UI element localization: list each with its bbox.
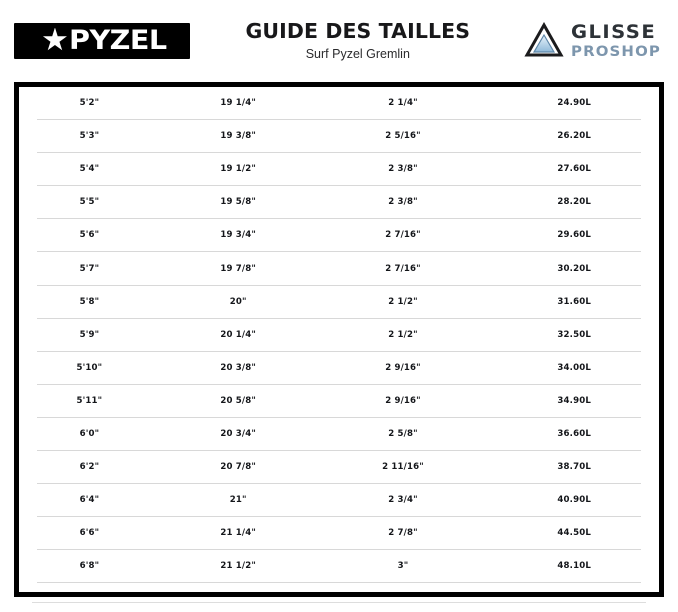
board-length-cell: 6'4" bbox=[19, 484, 160, 517]
board-volume-cell: 28.20L bbox=[489, 186, 659, 219]
board-width-cell: 19 5/8" bbox=[160, 186, 317, 219]
table-row bbox=[19, 351, 659, 384]
board-width-cell: 21 1/4" bbox=[160, 517, 317, 550]
size-guide-table-frame bbox=[14, 82, 664, 597]
page-title: GUIDE DES TAILLES bbox=[245, 18, 471, 43]
board-volume-cell: 36.60L bbox=[489, 417, 659, 450]
board-width-cell: 20 3/4" bbox=[160, 417, 317, 450]
board-width-cell: 20 7/8" bbox=[160, 451, 317, 484]
table-row bbox=[19, 484, 659, 517]
board-thickness-cell: 2 7/8" bbox=[317, 517, 490, 550]
triangle-icon bbox=[524, 22, 564, 60]
board-volume-cell: 27.60L bbox=[489, 153, 659, 186]
page-header bbox=[0, 0, 678, 82]
board-width-cell: 21 1/2" bbox=[160, 550, 317, 583]
board-thickness-cell: 2 7/16" bbox=[317, 252, 490, 285]
clipped-row-strip bbox=[14, 597, 664, 607]
page-subtitle: Surf Pyzel Gremlin bbox=[305, 47, 410, 62]
board-width-cell: 20" bbox=[160, 285, 317, 318]
board-volume-cell: 24.90L bbox=[489, 87, 659, 120]
size-guide-table-body bbox=[19, 87, 659, 583]
board-volume-cell: 34.00L bbox=[489, 351, 659, 384]
board-volume-cell: 38.70L bbox=[489, 451, 659, 484]
board-volume-cell: 30.20L bbox=[489, 252, 659, 285]
board-volume-cell: 29.60L bbox=[489, 219, 659, 252]
glisse-proshop-logo bbox=[524, 22, 666, 60]
board-width-cell: 19 1/4" bbox=[160, 87, 317, 120]
board-length-cell: 5'2" bbox=[19, 87, 160, 120]
board-length-cell: 6'2" bbox=[19, 451, 160, 484]
board-thickness-cell: 2 9/16" bbox=[317, 351, 490, 384]
table-row bbox=[19, 219, 659, 252]
glisse-logo-text: GLISSE bbox=[570, 20, 656, 43]
table-row bbox=[19, 186, 659, 219]
board-thickness-cell: 2 1/2" bbox=[317, 285, 490, 318]
board-width-cell: 19 1/2" bbox=[160, 153, 317, 186]
board-width-cell: 20 3/8" bbox=[160, 351, 317, 384]
board-volume-cell: 34.90L bbox=[489, 384, 659, 417]
star-icon bbox=[42, 28, 67, 53]
table-row bbox=[19, 87, 659, 120]
board-thickness-cell: 2 11/16" bbox=[317, 451, 490, 484]
board-length-cell: 5'7" bbox=[19, 252, 160, 285]
board-length-cell: 5'11" bbox=[19, 384, 160, 417]
table-row bbox=[19, 153, 659, 186]
table-row bbox=[19, 417, 659, 450]
board-thickness-cell: 2 9/16" bbox=[317, 384, 490, 417]
board-length-cell: 5'6" bbox=[19, 219, 160, 252]
board-volume-cell: 26.20L bbox=[489, 120, 659, 153]
board-length-cell: 5'9" bbox=[19, 318, 160, 351]
board-thickness-cell: 2 3/8" bbox=[317, 153, 490, 186]
board-thickness-cell: 2 1/2" bbox=[317, 318, 490, 351]
table-row bbox=[19, 285, 659, 318]
board-thickness-cell: 2 1/4" bbox=[317, 87, 490, 120]
board-length-cell: 5'10" bbox=[19, 351, 160, 384]
board-thickness-cell: 2 5/8" bbox=[317, 417, 490, 450]
board-width-cell: 20 1/4" bbox=[160, 318, 317, 351]
board-width-cell: 19 3/4" bbox=[160, 219, 317, 252]
table-row bbox=[19, 120, 659, 153]
board-length-cell: 5'5" bbox=[19, 186, 160, 219]
board-length-cell: 6'8" bbox=[19, 550, 160, 583]
board-width-cell: 19 7/8" bbox=[160, 252, 317, 285]
size-guide-table bbox=[19, 87, 659, 583]
table-row bbox=[19, 517, 659, 550]
board-volume-cell: 48.10L bbox=[489, 550, 659, 583]
board-thickness-cell: 3" bbox=[317, 550, 490, 583]
board-volume-cell: 44.50L bbox=[489, 517, 659, 550]
board-width-cell: 20 5/8" bbox=[160, 384, 317, 417]
board-volume-cell: 40.90L bbox=[489, 484, 659, 517]
board-length-cell: 5'4" bbox=[19, 153, 160, 186]
board-length-cell: 5'3" bbox=[19, 120, 160, 153]
table-row bbox=[19, 318, 659, 351]
table-row bbox=[19, 550, 659, 583]
title-block bbox=[190, 20, 524, 63]
board-volume-cell: 32.50L bbox=[489, 318, 659, 351]
board-length-cell: 6'0" bbox=[19, 417, 160, 450]
board-width-cell: 19 3/8" bbox=[160, 120, 317, 153]
pyzel-logo-text: PYZEL bbox=[69, 24, 168, 56]
board-volume-cell: 31.60L bbox=[489, 285, 659, 318]
table-row bbox=[19, 252, 659, 285]
table-row bbox=[19, 384, 659, 417]
proshop-logo-text: PROSHOP bbox=[570, 43, 661, 60]
board-length-cell: 5'8" bbox=[19, 285, 160, 318]
board-thickness-cell: 2 5/16" bbox=[317, 120, 490, 153]
board-width-cell: 21" bbox=[160, 484, 317, 517]
board-length-cell: 6'6" bbox=[19, 517, 160, 550]
table-row bbox=[19, 451, 659, 484]
pyzel-logo bbox=[14, 23, 190, 59]
board-thickness-cell: 2 3/4" bbox=[317, 484, 490, 517]
board-thickness-cell: 2 3/8" bbox=[317, 186, 490, 219]
board-thickness-cell: 2 7/16" bbox=[317, 219, 490, 252]
